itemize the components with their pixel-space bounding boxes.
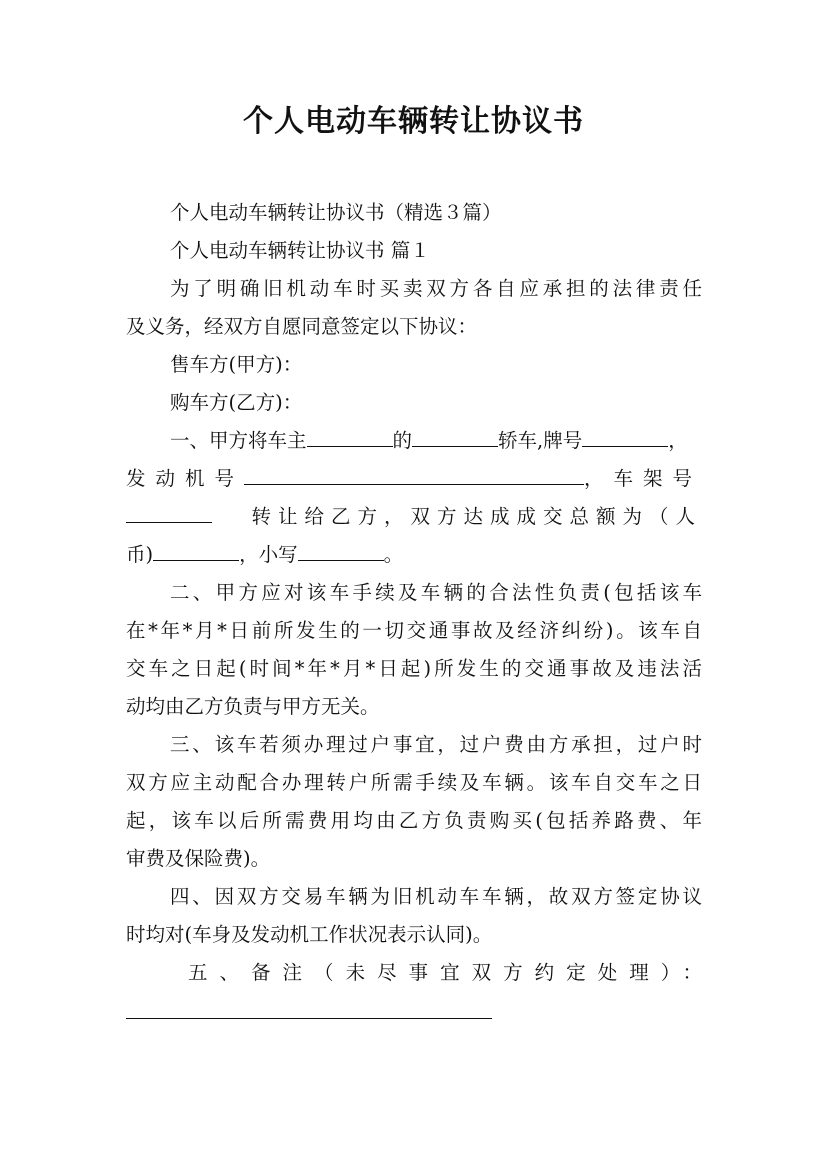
section-heading: 个人电动车辆转让协议书 篇１ [170,239,430,262]
clause-1-text-d: ， [668,429,688,452]
car-model-blank [412,422,498,447]
engine-number-blank [244,460,584,485]
transfer-text: 转让给乙方，双方达成成交总额为（人 [251,505,702,528]
document-body [126,194,702,1030]
clause-1-text-c: 轿车,牌号 [498,429,583,452]
rmb-label: 币) [126,543,154,566]
amount-upper-blank [153,536,239,561]
document-title: 个人电动车辆转让协议书 [243,104,584,139]
clause-2-line-4: 动均由乙方负责与甲方无关。 [126,695,380,718]
intro-line-2: 及义务，经双方自愿同意签定以下协议： [126,315,478,338]
clause-1-text-b: 的 [392,429,413,452]
clause-1-end: 。 [383,543,404,566]
frame-number-label: ，车架号 [583,467,702,490]
clause-4-line-1: 四、因双方交易车辆为旧机动车车辆，故双方签定协议 [170,885,702,908]
clause-2-line-2: 在*年*月*日前所发生的一切交通事故及经济纠纷)。该车自 [126,619,702,642]
lowercase-label: ，小写 [239,543,298,566]
clause-3-line-4: 审费及保险费)。 [126,847,271,870]
clause-2-line-1: 二、甲方应对该车手续及车辆的合法性负责(包括该车 [170,581,702,604]
clause-3-line-1: 三、该车若须办理过户事宜，过户费由方承担，过户时 [170,733,702,756]
clause-1-line-3 [126,498,702,536]
plate-number-blank [582,422,668,447]
remarks-blank [126,992,492,1019]
buyer-field: 购车方(乙方)： [170,391,303,414]
clause-3-line-2: 双方应主动配合办理转户所需手续及车辆。该车自交车之日 [126,771,702,794]
clause-1-line-1 [126,422,702,460]
clause-2-line-3: 交车之日起(时间*年*月*日起)所发生的交通事故及违法活 [126,657,702,680]
intro-line-1: 为了明确旧机动车时买卖双方各自应承担的法律责任 [170,277,702,300]
frame-number-blank [126,498,212,523]
clause-4-line-2: 时均对(车身及发动机工作状况表示认同)。 [126,923,493,946]
amount-lower-blank [298,536,384,561]
clause-1-text-a: 一、甲方将车主 [170,429,307,452]
clause-3-line-3: 起，该车以后所需费用均由乙方负责购买(包括养路费、年 [126,809,702,832]
clause-1-line-4 [126,536,702,574]
clause-5-line-1: 五、备注（未尽事宜双方约定处理）： [188,961,702,984]
seller-field: 售车方(甲方)： [170,353,303,376]
owner-blank [307,422,393,447]
subtitle: 个人电动车辆转让协议书（精选３篇） [170,201,502,224]
clause-5-line-2 [126,992,702,1030]
clause-1-line-2 [126,460,702,498]
engine-number-label: 发动机号 [126,467,245,490]
